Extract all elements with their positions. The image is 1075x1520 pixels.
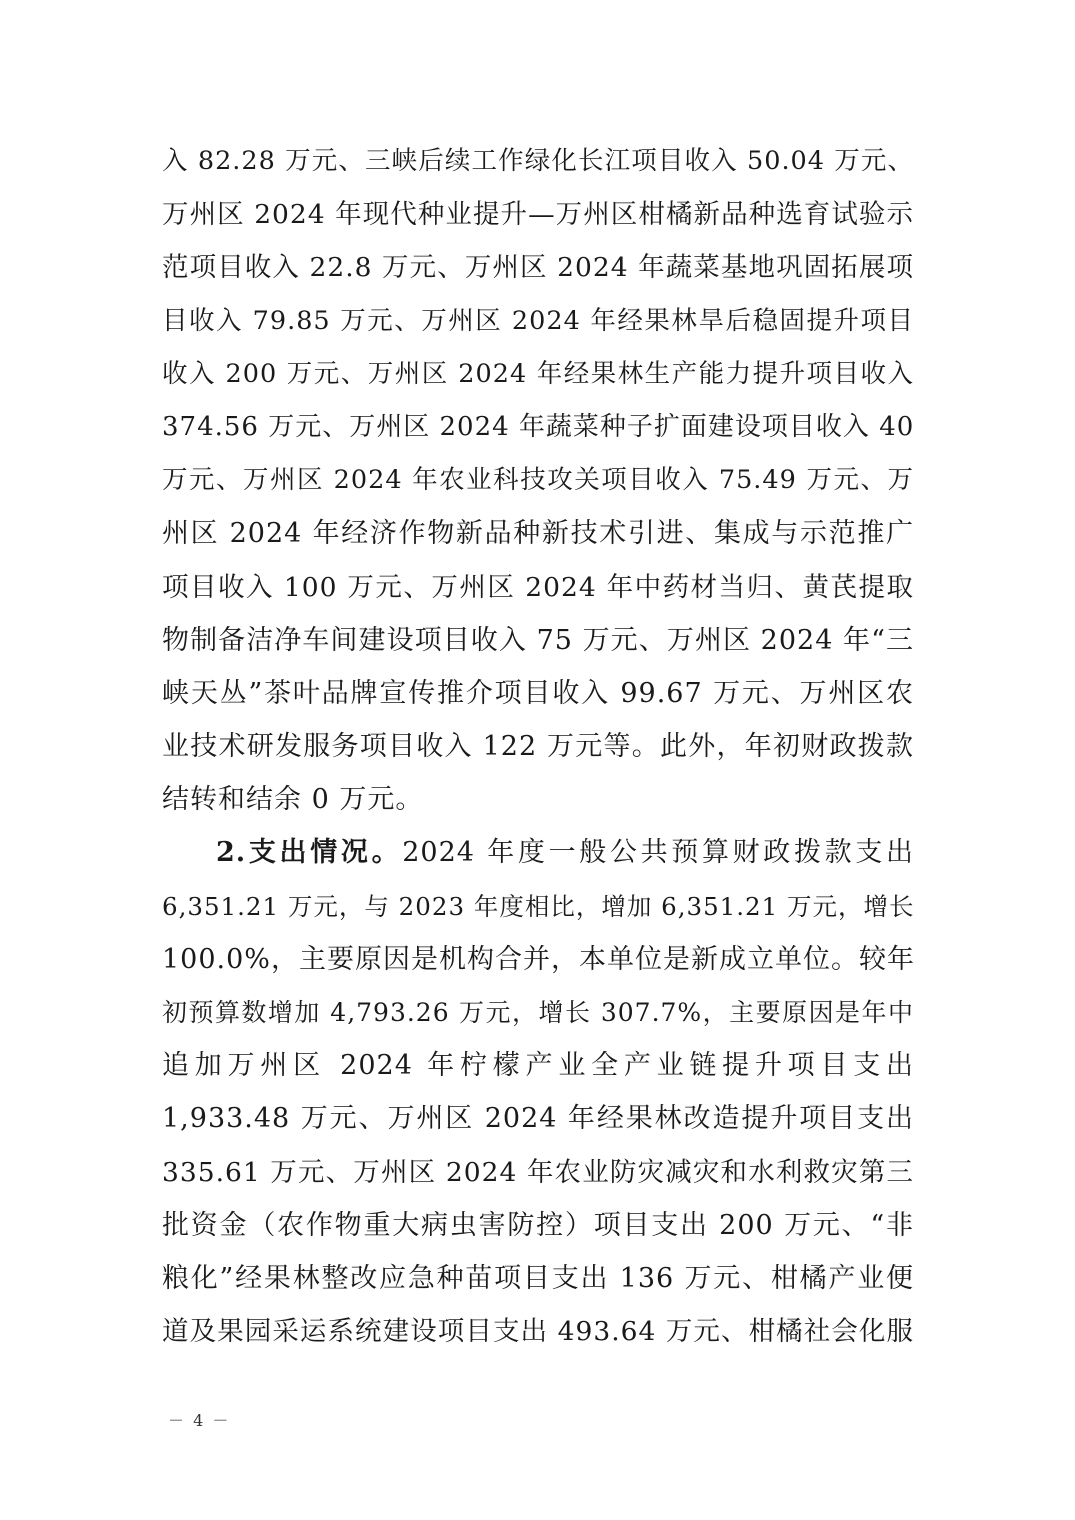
paragraph-income bbox=[162, 135, 914, 826]
page-number: － 4 － bbox=[168, 1411, 231, 1430]
text-line: 6,351.21 万元，与 2023 年度相比，增加 6,351.21 万元，增长 bbox=[162, 891, 915, 921]
text-line: 335.61 万元、万州区 2024 年农业防灾减灾和水利救灾第三 bbox=[162, 1156, 914, 1188]
body-text bbox=[162, 135, 914, 1358]
text-line: 收入 200 万元、万州区 2024 年经果林生产能力提升项目收入 bbox=[162, 358, 914, 389]
text-line: 峡天丛”茶叶品牌宣传推介项目收入 99.67 万元、万州区农 bbox=[162, 677, 914, 709]
text-line: 入 82.28 万元、三峡后续工作绿化长江项目收入 50.04 万元、 bbox=[162, 146, 914, 176]
text-line: 目收入 79.85 万元、万州区 2024 年经果林旱后稳固提升项目 bbox=[162, 305, 914, 336]
section-heading: 2.支出情况。 bbox=[216, 837, 403, 869]
text-line: 批资金（农作物重大病虫害防控）项目支出 200 万元、“非 bbox=[162, 1209, 914, 1241]
text-line: 州区 2024 年经济作物新品种新技术引进、集成与示范推广 bbox=[162, 518, 914, 550]
text-line: 范项目收入 22.8 万元、万州区 2024 年蔬菜基地巩固拓展项 bbox=[162, 252, 914, 284]
text-line: 物制备洁净车间建设项目收入 75 万元、万州区 2024 年“三 bbox=[162, 624, 914, 656]
paragraph-expenditure bbox=[162, 826, 914, 1358]
text-line: 项目收入 100 万元、万州区 2024 年中药材当归、黄芪提取 bbox=[162, 571, 914, 603]
text-line: 初预算数增加 4,793.26 万元，增长 307.7%，主要原因是年中 bbox=[162, 998, 914, 1027]
text-line: 374.56 万元、万州区 2024 年蔬菜种子扩面建设项目收入 40 bbox=[162, 411, 915, 442]
text-line: 100.0%，主要原因是机构合并，本单位是新成立单位。较年 bbox=[162, 943, 915, 975]
text-line-rest: 2024 年度一般公共预算财政拨款支出 bbox=[402, 837, 915, 869]
text-line: 粮化”经果林整改应急种苗项目支出 136 万元、柑橘产业便 bbox=[162, 1262, 914, 1294]
text-line: 道及果园采运系统建设项目支出 493.64 万元、柑橘社会化服 bbox=[162, 1316, 914, 1348]
text-line: 1,933.48 万元、万州区 2024 年经果林改造提升项目支出 bbox=[162, 1103, 914, 1135]
text-line-first bbox=[162, 826, 914, 879]
text-line: 万州区 2024 年现代种业提升—万州区柑橘新品种选育试验示 bbox=[162, 199, 914, 231]
text-line: 业技术研发服务项目收入 122 万元等。此外，年初财政拨款 bbox=[162, 731, 914, 763]
text-line: 万元、万州区 2024 年农业科技攻关项目收入 75.49 万元、万 bbox=[162, 465, 914, 496]
text-line: 追加万州区 2024 年柠檬产业全产业链提升项目支出 bbox=[162, 1050, 914, 1082]
text-line: 结转和结余 0 万元。 bbox=[162, 784, 424, 816]
